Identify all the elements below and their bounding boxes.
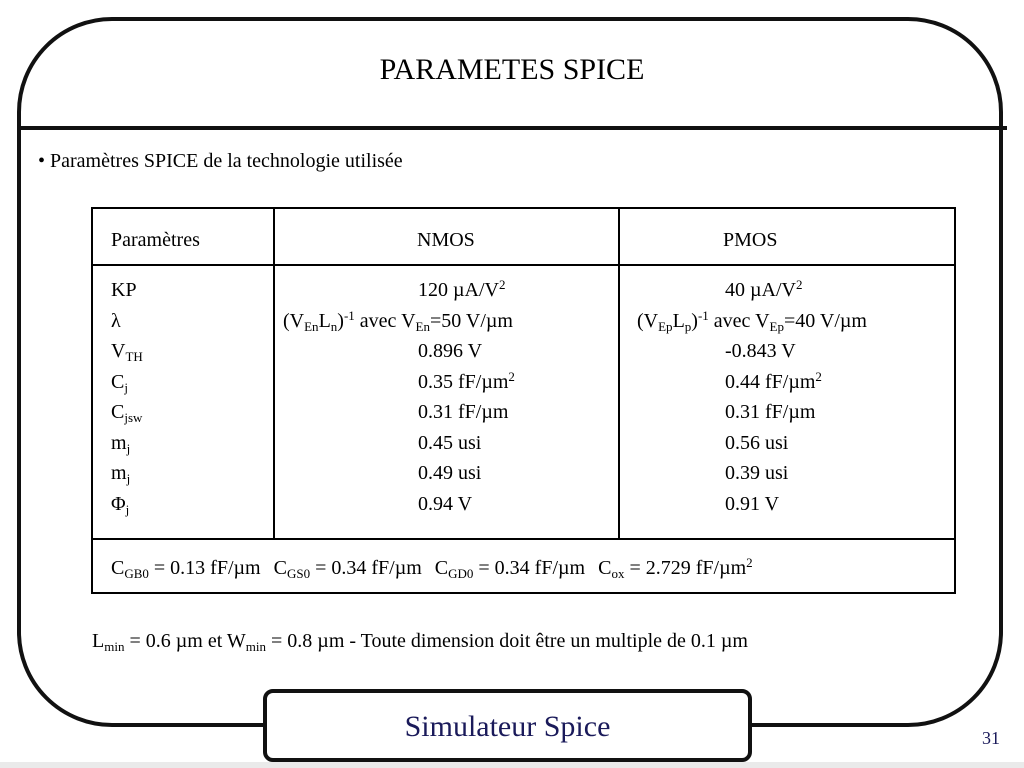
pmos-lambda: $(V_{Ep}L_p)^{-1}$ avec $V_{Ep}=40$ V/µm xyxy=(637,307,867,334)
nmos-mj-2: 0.49 usi xyxy=(418,462,482,484)
param-vth: $V_{TH}$ xyxy=(111,340,143,364)
nmos-phij: 0.94 V xyxy=(418,492,473,515)
title-divider xyxy=(17,126,1007,130)
nmos-lambda: $(V_{En}L_n)^{-1}$ avec $V_{En}=50$ V/µm xyxy=(283,307,513,334)
nmos-column xyxy=(283,275,515,519)
param-phij: $\Phi_j$ xyxy=(111,492,130,517)
table-divider-1 xyxy=(273,209,275,538)
slide-title: PARAMETES SPICE xyxy=(379,53,645,86)
table-divider-2 xyxy=(618,209,620,538)
pmos-cjsw: 0.31 fF/µm xyxy=(725,401,816,423)
param-cjsw: $C_{jsw}$ xyxy=(111,401,143,425)
param-column xyxy=(111,275,143,519)
cgb0: $C_{GB0} = 0.13$ fF/µm xyxy=(111,557,261,581)
page-number: 31 xyxy=(982,728,1000,748)
pmos-column xyxy=(637,275,867,519)
capacitance-row xyxy=(111,554,753,582)
pmos-kp: 40 $\mu A/V^2$ xyxy=(725,277,803,301)
param-cj: $C_j$ xyxy=(111,370,128,395)
param-mj-1: $m_j$ xyxy=(111,431,131,456)
nmos-kp: 120 $\mu A/V^2$ xyxy=(418,277,506,301)
pmos-cj: 0.44 fF/µm$^2$ xyxy=(725,368,822,393)
bottom-strip xyxy=(0,762,1024,768)
pmos-vth: -0.843 V xyxy=(725,340,796,362)
header-param: Paramètres xyxy=(111,229,200,251)
footer-title: Simulateur Spice xyxy=(404,710,611,743)
cgd0: $C_{GD0} = 0.34$ fF/µm xyxy=(434,557,586,581)
nmos-cjsw: 0.31 fF/µm xyxy=(418,401,509,423)
header-pmos: PMOS xyxy=(723,229,778,251)
nmos-cj: 0.35 fF/µm$^2$ xyxy=(418,368,515,393)
footer-box xyxy=(263,689,752,762)
spice-parameter-table xyxy=(91,207,956,594)
dimension-footnote: $L_{min} = 0.6$ µm et $W_{min} = 0.8$ µm - Toute dimension doit être un multiple de 0.1 µm xyxy=(92,630,748,654)
pmos-phij: 0.91 V xyxy=(725,492,780,515)
param-kp: KP xyxy=(111,279,137,301)
pmos-mj-1: 0.56 usi xyxy=(725,431,789,454)
header-rule xyxy=(93,264,954,266)
cox: $C_{ox} = 2.729$ fF/µm$^2$ xyxy=(598,555,753,581)
header-nmos: NMOS xyxy=(417,229,475,251)
bullet-text: • Paramètres SPICE de la technologie utilisée xyxy=(38,150,403,172)
nmos-mj-1: 0.45 usi xyxy=(418,431,482,454)
capacitance-rule xyxy=(93,538,954,540)
param-lambda: λ xyxy=(111,309,121,332)
nmos-vth: 0.896 V xyxy=(418,340,483,362)
cgs0: $C_{GS0} = 0.34$ fF/µm xyxy=(273,557,422,581)
param-mj-2: $m_j$ xyxy=(111,462,131,486)
pmos-mj-2: 0.39 usi xyxy=(725,462,789,484)
